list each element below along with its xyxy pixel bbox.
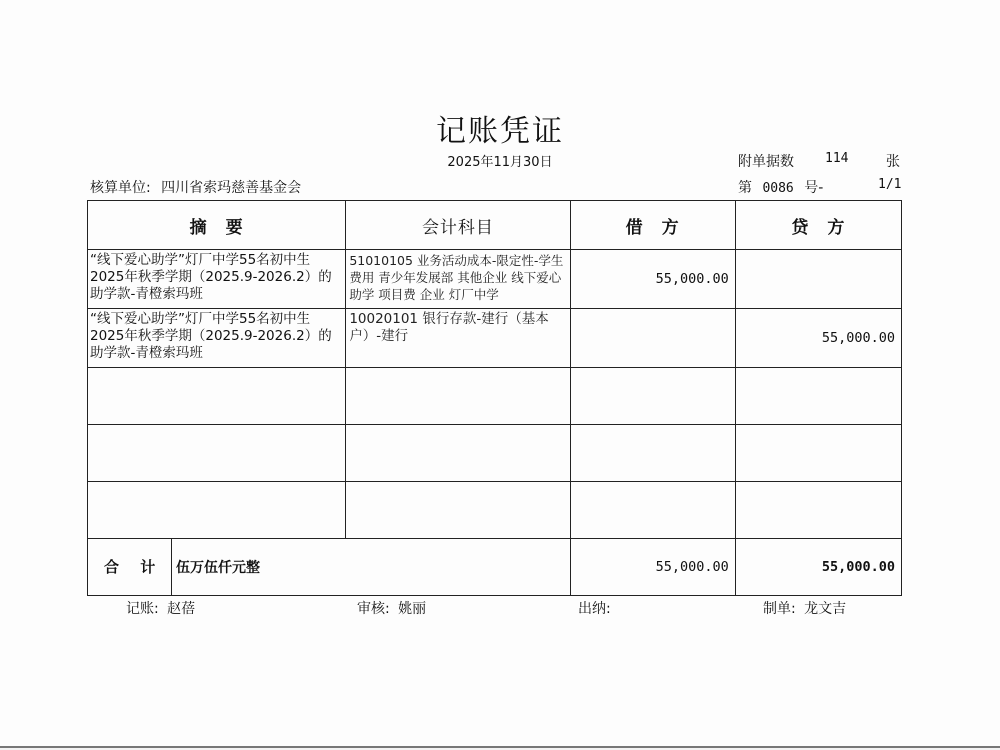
- table-header-row: [88, 201, 902, 250]
- total-cell: [88, 539, 571, 596]
- empty-cell: [735, 482, 901, 539]
- cashier-label: 出纳:: [578, 601, 611, 617]
- attachment-unit: 张: [886, 154, 900, 170]
- attachment-count: 114: [825, 151, 849, 166]
- voucher-prefix: 第: [738, 180, 752, 196]
- header-credit: 贷 方: [735, 201, 901, 250]
- table-row-empty: [88, 368, 902, 425]
- empty-cell: [346, 425, 570, 482]
- empty-cell: [735, 368, 901, 425]
- total-label: 合 计: [88, 539, 172, 595]
- bookkeeper-name: 赵蓓: [167, 601, 196, 617]
- preparer-name: 龙文吉: [804, 601, 847, 617]
- signature-preparer: [763, 598, 846, 618]
- empty-cell: [735, 425, 901, 482]
- total-credit: 55,000.00: [735, 539, 901, 596]
- empty-cell: [346, 368, 570, 425]
- header-account: 会计科目: [346, 201, 570, 250]
- entry-credit: 55,000.00: [735, 309, 901, 368]
- entry-summary: “线下爱心助学”灯厂中学55名初中生2025年秋季学期（2025.9-2026.2）的助学款-青橙索玛班: [88, 250, 346, 309]
- total-row: [88, 539, 902, 596]
- attachment-info: [738, 151, 900, 171]
- reviewer-name: 姚丽: [398, 601, 427, 617]
- attachment-label: 附单据数: [738, 154, 794, 170]
- entry-account: 51010105 业务活动成本-限定性-学生费用 青少年发展部 其他企业 线下爱心助学 项目费 企业 灯厂中学: [346, 250, 570, 309]
- empty-cell: [570, 425, 735, 482]
- voucher-number: [738, 177, 908, 197]
- header-summary: 摘 要: [88, 201, 346, 250]
- total-debit: 55,000.00: [570, 539, 735, 596]
- empty-cell: [346, 482, 570, 539]
- voucher-suffix: 号-: [804, 180, 824, 196]
- empty-cell: [570, 482, 735, 539]
- signature-cashier: [578, 598, 615, 618]
- accounting-unit-name: 四川省索玛慈善基金会: [161, 180, 302, 196]
- voucher-page: 1/1: [878, 177, 902, 192]
- empty-cell: [88, 425, 346, 482]
- table-row: [88, 309, 902, 368]
- voucher-number-value: 0086: [762, 181, 794, 196]
- bookkeeper-label: 记账:: [126, 601, 159, 617]
- empty-cell: [570, 368, 735, 425]
- signature-bookkeeper: [126, 598, 195, 618]
- empty-cell: [88, 482, 346, 539]
- accounting-unit: [90, 177, 301, 197]
- header-debit: 借 方: [570, 201, 735, 250]
- table-row: [88, 250, 902, 309]
- empty-cell: [88, 368, 346, 425]
- voucher-date: 2025年11月30日: [447, 155, 553, 170]
- entry-credit: [735, 250, 901, 309]
- signature-reviewer: [357, 598, 426, 618]
- table-row-empty: [88, 425, 902, 482]
- preparer-label: 制单:: [763, 601, 796, 617]
- accounting-unit-label: 核算单位:: [90, 180, 151, 196]
- voucher-title: 记账凭证: [436, 114, 564, 149]
- entry-summary: “线下爱心助学”灯厂中学55名初中生2025年秋季学期（2025.9-2026.2）的助学款-青橙索玛班: [88, 309, 346, 368]
- voucher-table: [87, 200, 902, 596]
- entry-debit: [570, 309, 735, 368]
- table-row-empty: [88, 482, 902, 539]
- total-amount-words: 伍万伍仟元整: [176, 560, 260, 576]
- entry-account: 10020101 银行存款-建行（基本户）-建行: [346, 309, 570, 368]
- entry-debit: 55,000.00: [570, 250, 735, 309]
- reviewer-label: 审核:: [357, 601, 390, 617]
